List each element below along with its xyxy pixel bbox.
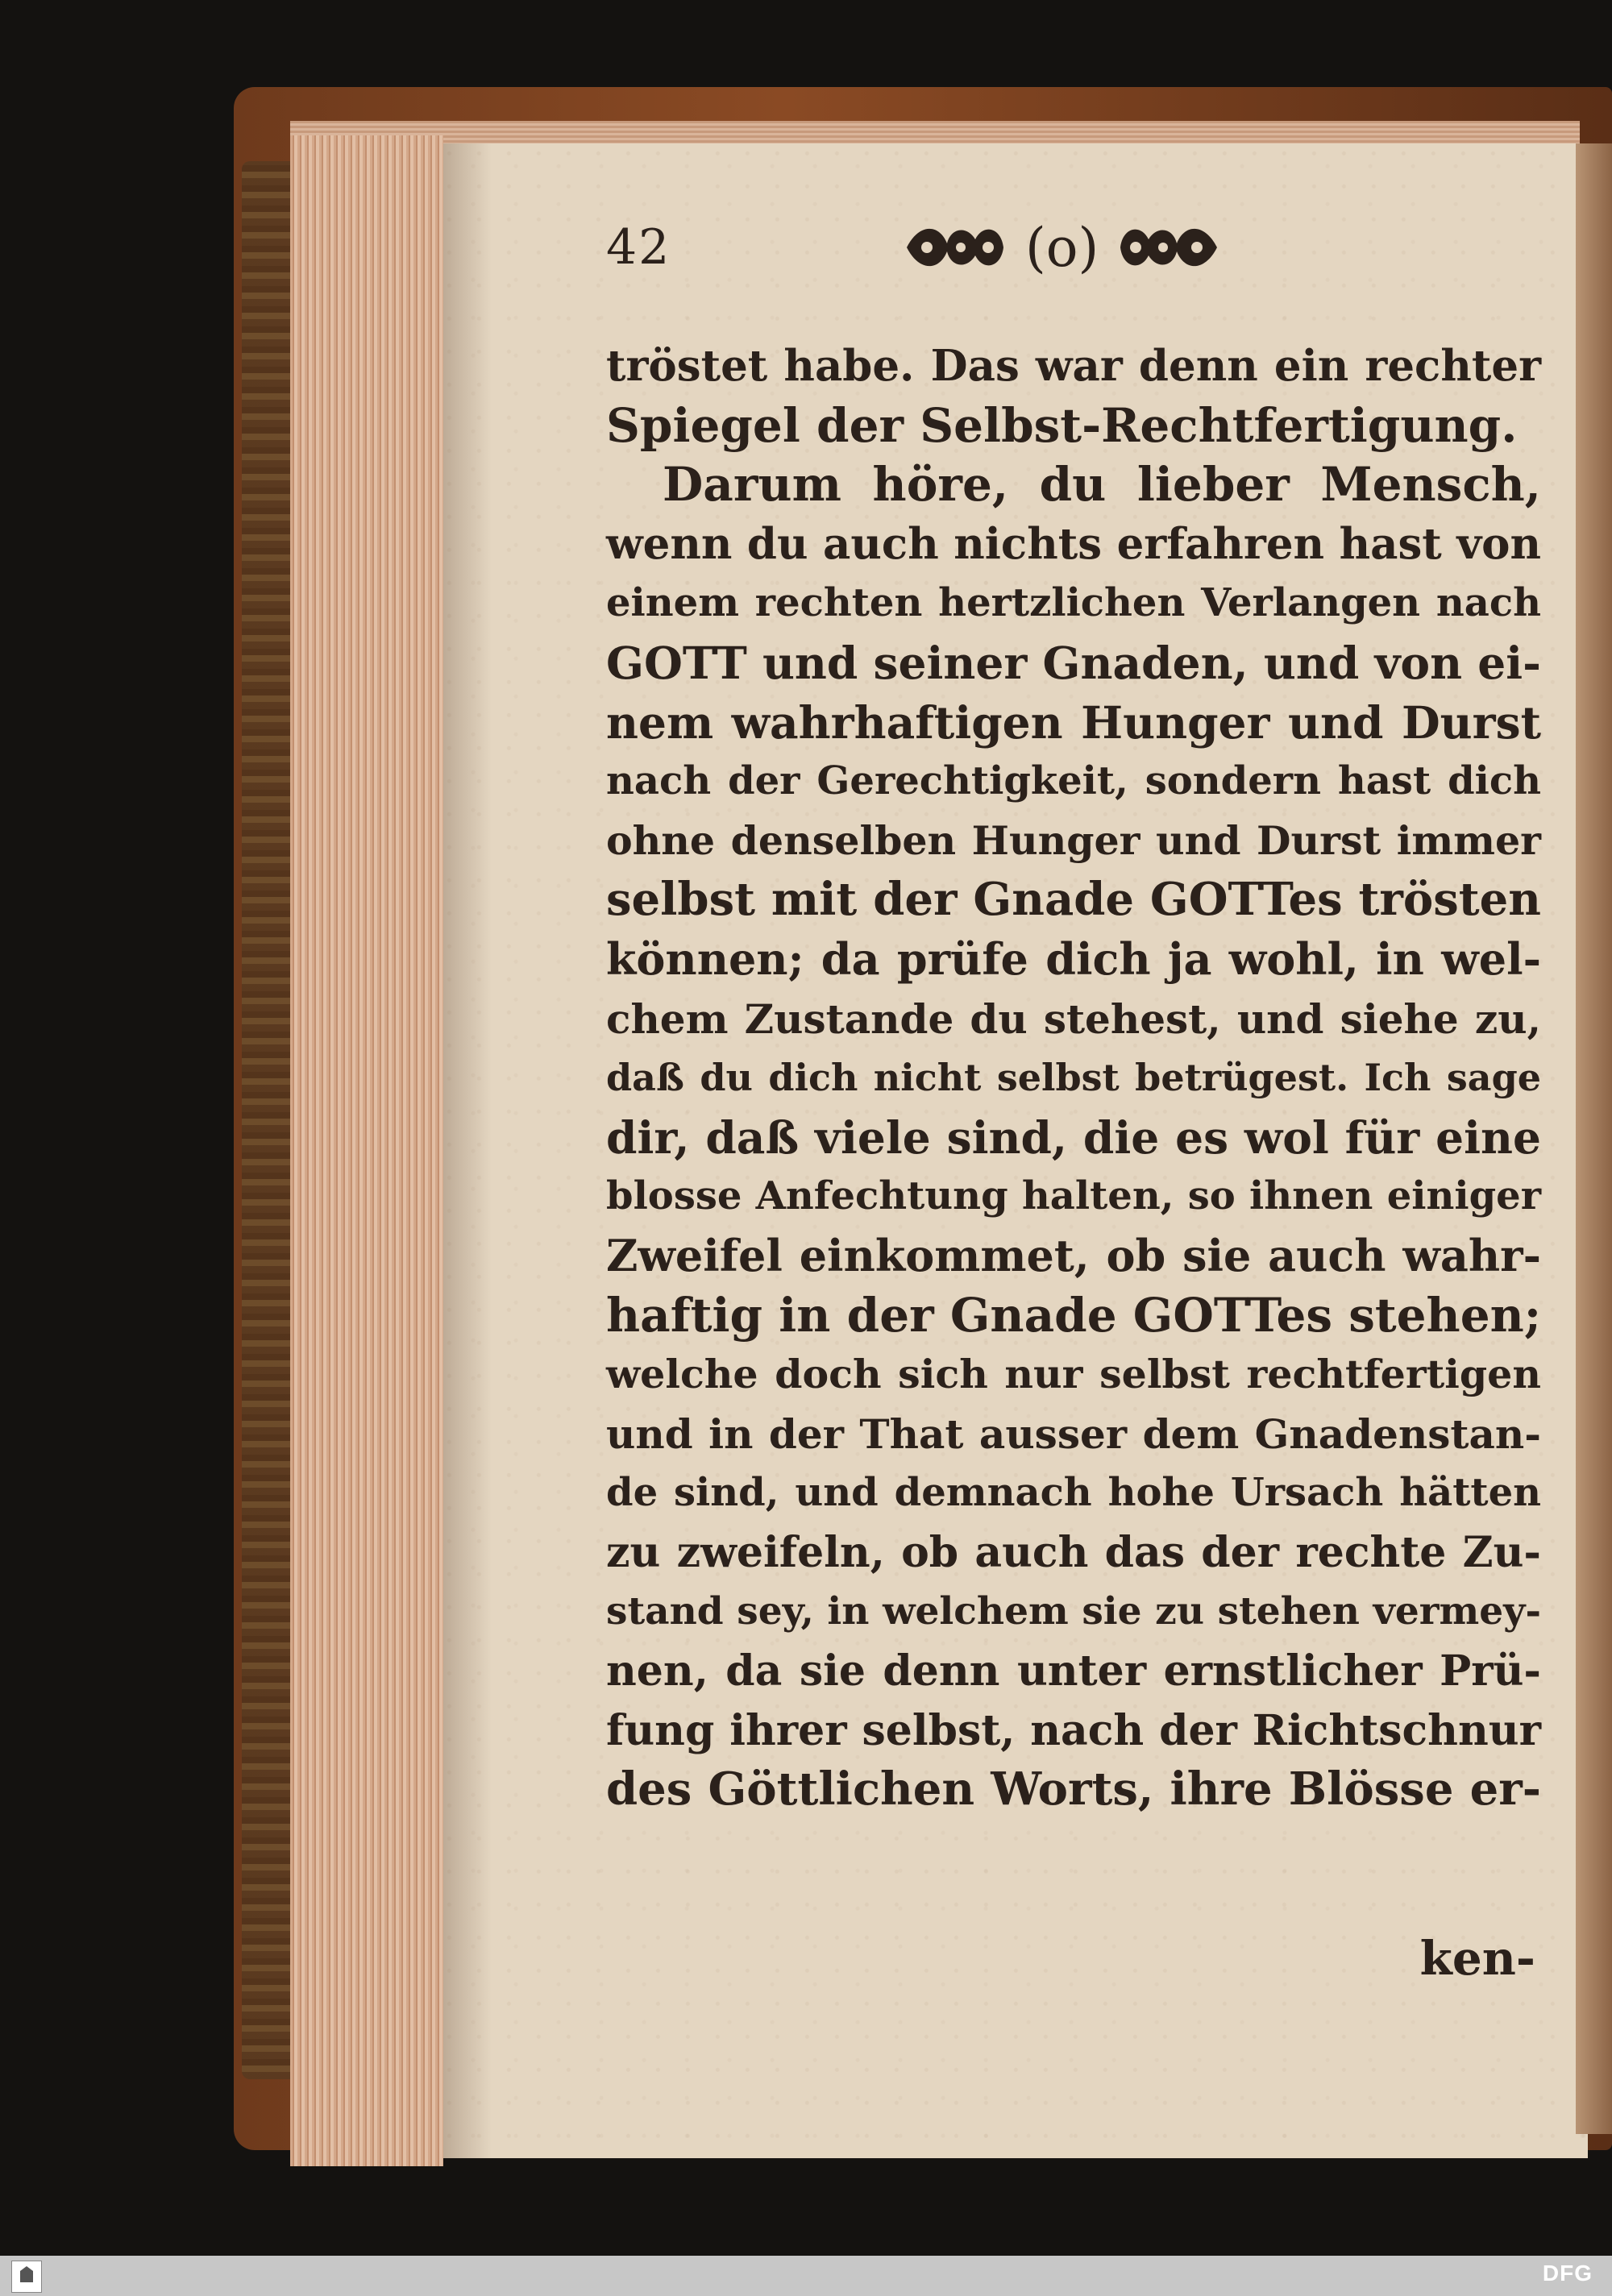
text-line: und in der That ausser dem Gnadenstan- xyxy=(606,1410,1541,1458)
text-line: können; da prüfe dich ja wohl, in wel- xyxy=(606,932,1541,985)
page-number: 42 xyxy=(606,219,671,276)
text-line: daß du dich nicht selbst betrügest. Ich sage xyxy=(606,1056,1541,1100)
text-line: nem wahrhaftigen Hunger und Durst xyxy=(606,695,1541,749)
text-line: Zweifel einkommet, ob sie auch wahr- xyxy=(606,1229,1541,1281)
text-line: zu zweifeln, ob auch das der rechte Zu- xyxy=(606,1527,1541,1577)
header-mark: (o) xyxy=(1025,216,1099,279)
left-fleuron-icon xyxy=(903,219,1008,276)
dfg-logo: DFG xyxy=(1542,2261,1593,2286)
text-line: nach der Gerechtigkeit, sondern hast dich xyxy=(606,758,1541,804)
viewer-footer-bar xyxy=(0,2256,1612,2296)
text-line: nen, da sie denn unter ernstlicher Prü- xyxy=(606,1646,1541,1696)
text-line: einem rechten hertzlichen Verlangen nach xyxy=(606,580,1541,626)
right-fleuron-icon xyxy=(1116,219,1221,276)
text-line: selbst mit der Gnade GOTTes trösten xyxy=(606,873,1541,927)
text-line: haftig in der Gnade GOTTes stehen; xyxy=(606,1287,1542,1343)
facing-page-edge xyxy=(1576,143,1612,2134)
text-line: Spiegel der Selbst-Rechtfertigung. xyxy=(606,397,1518,453)
text-line: dir, daß viele sind, die es wol für eine xyxy=(606,1111,1541,1164)
text-line: blosse Anfechtung halten, so ihnen einiger xyxy=(606,1173,1541,1219)
page-block-top-edge xyxy=(290,121,1580,145)
gutter-shadow xyxy=(443,143,492,2158)
body-text xyxy=(606,337,1541,1820)
header-ornament xyxy=(903,211,1221,284)
text-line: GOTT und seiner Gnaden, und von ei- xyxy=(606,636,1541,689)
text-line: ohne denselben Hunger und Durst immer xyxy=(606,816,1541,864)
library-logo-icon xyxy=(11,2261,42,2293)
text-line: chem Zustande du stehest, und siehe zu, xyxy=(606,994,1541,1043)
text-line: tröstet habe. Das war denn ein rechter xyxy=(606,341,1541,391)
text-line: de sind, und demnach hohe Ursach hätten xyxy=(606,1470,1541,1516)
text-line: fung ihrer selbst, nach der Richtschnur xyxy=(606,1705,1541,1755)
catchword: ken- xyxy=(1419,1931,1535,1986)
page-block-fore-edge xyxy=(290,135,443,2166)
text-line: welche doch sich nur selbst rechtfertigen xyxy=(606,1351,1541,1398)
text-line: des Göttlichen Worts, ihre Blösse er- xyxy=(606,1762,1541,1816)
text-line: wenn du auch nichts erfahren hast von xyxy=(606,518,1541,569)
text-line: Darum höre, du lieber Mensch, xyxy=(663,457,1541,513)
text-line: stand sey, in welchem sie zu stehen vermey- xyxy=(606,1589,1541,1634)
